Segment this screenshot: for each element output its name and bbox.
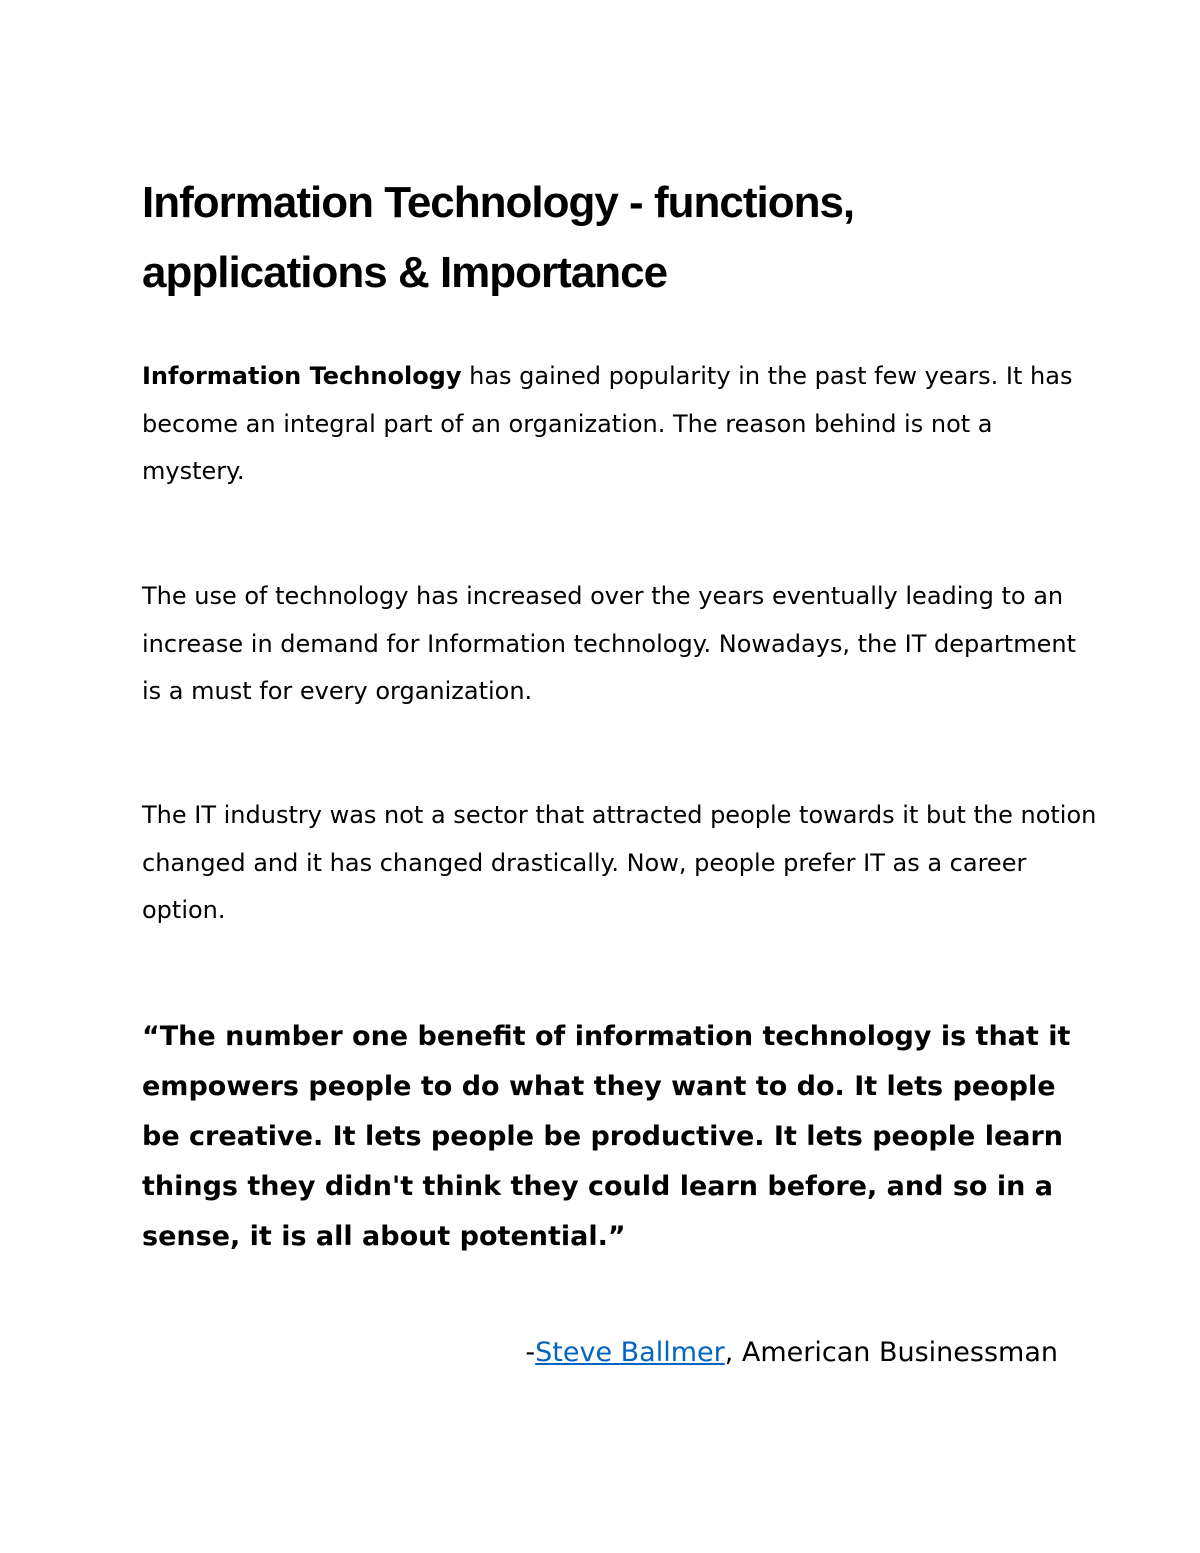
paragraph-technology-demand: The use of technology has increased over the years eventually leading to an increase in demand for Information technology. Nowadays, the IT department is a must for every organization. <box>142 582 1076 705</box>
paragraph-intro-lead: Information Technology <box>142 362 462 390</box>
attribution-prefix: - <box>525 1337 536 1368</box>
paragraph-it-industry: The IT industry was not a sector that attracted people towards it but the notion changed and it has changed drastically. Now, people prefer IT as a career option. <box>142 801 1097 924</box>
paragraph-intro <box>142 353 1102 496</box>
page-title: Information Technology - functions, applications & Importance <box>142 178 855 297</box>
quote-attribution <box>142 1328 1058 1378</box>
paragraph-intro-text: has gained popularity in the past few years. It has become an integral part of an organization. The reason behind is not a mystery. <box>142 362 1073 485</box>
author-link[interactable]: Steve Ballmer <box>535 1337 725 1368</box>
attribution-suffix: , American Businessman <box>724 1337 1058 1368</box>
quote-text: “The number one benefit of information technology is that it empowers people to do what they want to do. It lets people be creative. It lets people be productive. It lets people learn things they didn't think they could learn before, and so in a sense, it is all about potential.” <box>142 1021 1071 1252</box>
